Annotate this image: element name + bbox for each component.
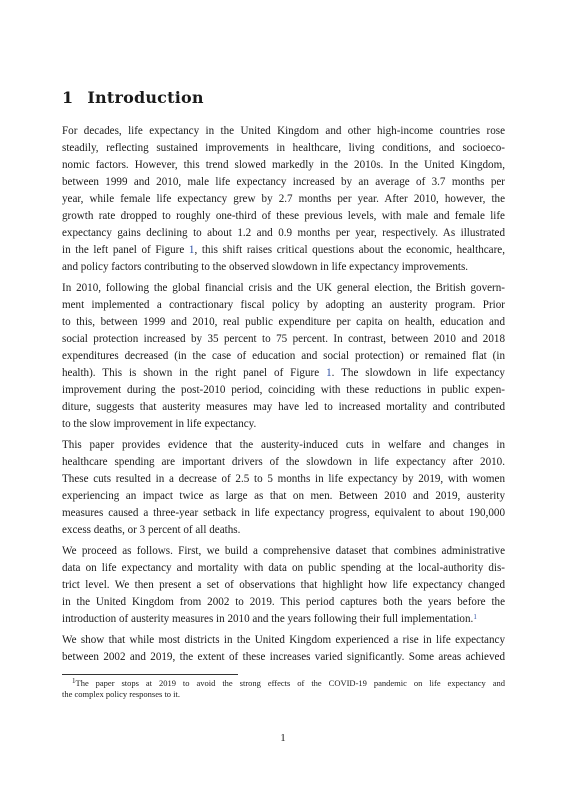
- p3-line-3: These cuts resulted in a decrease of 2.5 to 5 months in life expectancy by 2019, with women: [62, 473, 505, 485]
- p1-line-8-tail: , this shift raises critical questions about the economic, healthcare,: [194, 244, 505, 256]
- p3-line-1: This paper provides evidence that the austerity-induced cuts in welfare and changes in: [62, 439, 505, 451]
- section-title: Introduction: [87, 88, 204, 107]
- p2-line-2: ment implemented a contractionary fiscal policy by adopting an austerity program. Prior: [62, 299, 505, 311]
- p4-line-1: We proceed as follows. First, we build a comprehensive dataset that combines administrative: [62, 545, 505, 557]
- p1-line-5: year, while female life expectancy grew by 2.7 months per year. After 2010, however, the: [62, 193, 505, 205]
- p3-line-6: excess deaths, or 3 percent of all deaths.: [62, 524, 241, 536]
- p5-line-2: between 2002 and 2019, the extent of these increases varied significantly. Some areas achieved: [62, 651, 505, 663]
- page-number: 1: [280, 732, 286, 744]
- p1-line-4: between 1999 and 2010, male life expectancy increased by an average of 3.7 months per: [62, 176, 505, 188]
- p2-line-7: improvement during the post-2010 period, coinciding with these reductions in public expen-: [62, 384, 505, 396]
- p3-line-5: measures caused a three-year setback in life expectancy progress, equivalent to about 190,000: [62, 507, 505, 519]
- p2-line-6-tail: . The slowdown in life expectancy: [331, 367, 505, 379]
- p2-line-5: expenditures decreased (in the case of education and social protection) or remained flat (in: [62, 350, 505, 362]
- p1-line-1: For decades, life expectancy in the United Kingdom and other high-income countries rose: [62, 125, 505, 137]
- p3-line-2: healthcare spending are important drivers of the slowdown in life expectancy after 2010.: [62, 456, 505, 468]
- p4-line-5-text: introduction of austerity measures in 2010 and the years following their full implementation.: [62, 613, 474, 625]
- footnote-line-2: the complex policy responses to it.: [62, 689, 181, 699]
- footnote-mark: 1: [72, 677, 76, 685]
- p2-line-1: In 2010, following the global financial crisis and the UK general election, the British govern-: [62, 282, 505, 294]
- p3-line-4: experiencing an impact twice as large as that on men. Between 2010 and 2019, austerity: [62, 490, 505, 502]
- p4-line-2: data on life expectancy and mortality with data on public spending at the local-authority dis-: [62, 562, 505, 574]
- p2-line-9: to the slow improvement in life expectancy.: [62, 418, 257, 430]
- section-number: 1: [62, 88, 74, 107]
- p5-line-1: We show that while most districts in the United Kingdom experienced a rise in life expectancy: [62, 634, 505, 646]
- p1-line-8-text: in the left panel of Figure: [62, 244, 189, 256]
- p1-line-3: nomic factors. However, this trend slowed markedly in the 2010s. In the United Kingdom,: [62, 159, 505, 171]
- p2-line-6-text: health). This is shown in the right panel of Figure: [62, 367, 327, 379]
- p1-line-9: and policy factors contributing to the observed slowdown in life expectancy improvements.: [62, 261, 469, 273]
- p1-line-6: growth rate dropped to roughly one-third of these previous levels, with male and female life: [62, 210, 505, 222]
- p2-line-4: social protection increased by 35 percent to 75 percent. In contrast, between 2010 and 2018: [62, 333, 505, 345]
- p4-line-3: trict level. We then present a set of observations that highlight how life expectancy changed: [62, 579, 505, 591]
- section-heading: [62, 88, 204, 107]
- p1-line-8: [62, 243, 505, 257]
- footnote-text-1: The paper stops at 2019 to avoid the strong effects of the COVID-19 pandemic on life expectancy and: [75, 678, 505, 688]
- figure-1-link-2[interactable]: 1: [326, 367, 332, 379]
- p2-line-8: diture, suggests that austerity measures may have led to increased mortality and contributed: [62, 401, 505, 413]
- p1-line-2: steadily, reflecting sustained improvements in healthcare, living conditions, and socioeco-: [62, 142, 505, 154]
- footnote-1-marker[interactable]: 1: [473, 613, 477, 621]
- p2-line-6: [62, 366, 505, 380]
- p2-line-3: to this, between 1999 and 2010, real public expenditure per capita on health, education and: [62, 316, 505, 328]
- figure-1-link[interactable]: 1: [188, 244, 195, 256]
- p4-line-4: in the United Kingdom from 2002 to 2019. This period captures both the years before the: [62, 596, 505, 608]
- p1-line-7: expectancy gains declining to about 1.2 and 0.9 months per year, respectively. As illustrated: [62, 227, 505, 239]
